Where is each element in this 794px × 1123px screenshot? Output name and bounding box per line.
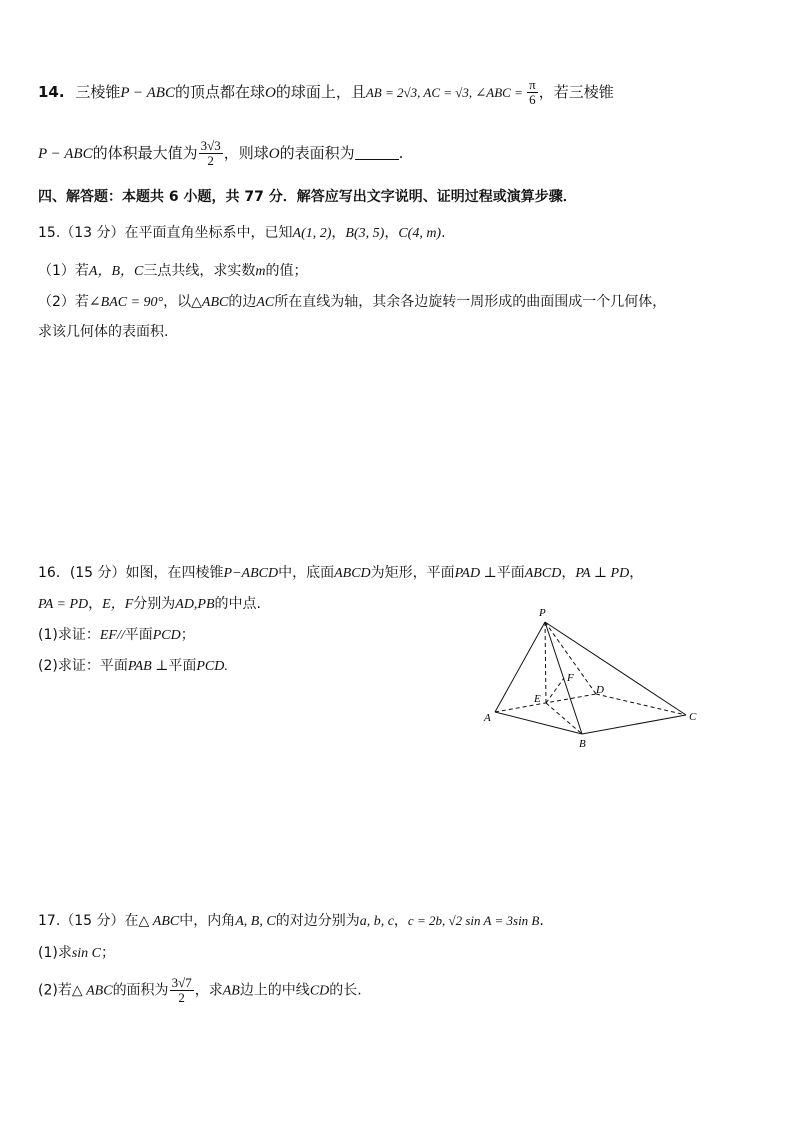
label-p: P [539, 607, 546, 619]
q16-line2: PA = PD，E，F分别为AD,PB的中点. [38, 596, 261, 612]
q14-number: 14. [38, 83, 65, 101]
label-d: D [596, 684, 604, 696]
label-b: B [579, 738, 586, 750]
pyramid-figure [478, 602, 710, 752]
q14-pi-over-6: $\frac{\pi}{6}$ [529, 77, 536, 107]
q15-part2: （2）若∠BAC = 90°，以△ABC的边AC所在直线为轴，其余各边旋转一周形成的曲面围成一个几何体， [38, 294, 667, 310]
q16-part1: (1)求证：EF//平面PCD； [38, 627, 195, 643]
q17-area-fraction: $\frac{3√7}{2}$ [171, 975, 192, 1005]
segment-pe [545, 622, 546, 703]
label-f: F [567, 672, 574, 684]
q14-volume-fraction: $\frac{3√3}{2}$ [200, 138, 221, 168]
q16-part2: (2)求证：平面PAB ⊥平面PCD. [38, 658, 228, 674]
label-e: E [534, 693, 541, 705]
q16-line1: 16．(15 分）如图，在四棱锥P−ABCD中，底面ABCD为矩形，平面PAD ⊥平面ABCD，PA ⊥ PD， [38, 565, 644, 581]
segment-ef [546, 678, 564, 703]
answer-blank[interactable] [355, 145, 399, 160]
q17-line1: 17.（15 分）在△ ABC中，内角A, B, C的对边分别为a, b, c，c = 2b, √2 sin A = 3sin B. [38, 913, 544, 929]
label-c: C [689, 711, 697, 723]
edge-bc [582, 715, 686, 734]
q15-line1: 15.（13 分）在平面直角坐标系中，已知A(1, 2)，B(3, 5)，C(4, m). [38, 225, 446, 241]
edge-ad [495, 694, 596, 712]
q15-part2-cont: 求该几何体的表面积. [38, 324, 169, 340]
q15-part1: （1）若A，B，C三点共线，求实数m的值； [38, 263, 308, 279]
edge-dc [596, 694, 686, 715]
q17-part1: (1)求sin C； [38, 945, 116, 961]
q14-line1: 14. 三棱锥P − ABC的顶点都在球O的球面上，且AB = 2√3, AC = √3, ∠ABC = $\frac{\pi}{6}$ ，若三棱锥 [38, 77, 614, 107]
q14-condition: AB = 2√3, AC = √3, ∠ABC = [365, 85, 527, 100]
label-a: A [484, 712, 491, 724]
q17-part2: (2)若△ ABC的面积为 $\frac{3√7}{2}$ ，求AB边上的中线CD的长. [38, 975, 362, 1005]
q14-line2: P − ABC的体积最大值为 $\frac{3√3}{2}$ ，则球O的表面积为 . [38, 138, 404, 168]
edge-pc [545, 622, 686, 715]
section-4-heading: 四、解答题：本题共 6 小题，共 77 分．解答应写出文字说明、证明过程或演算步骤． [38, 189, 577, 205]
